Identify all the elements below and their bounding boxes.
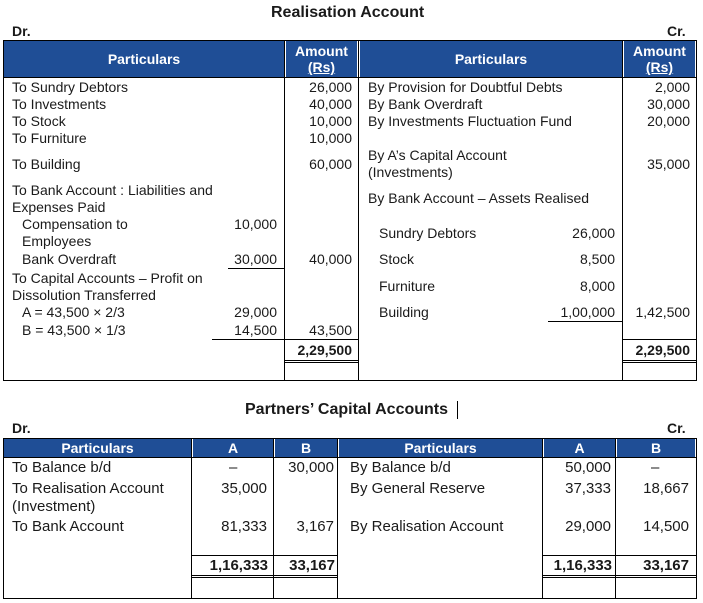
debit-sundry-debtors-amount: 26,000 — [309, 79, 352, 95]
cap-debit-bank-b: 3,167 — [296, 518, 334, 535]
cap-debit-bank-label: To Bank Account — [12, 518, 124, 535]
credit-provision-label: By Provision for Doubtful Debts — [368, 79, 563, 95]
debit-a-share-amount: 29,000 — [234, 304, 277, 320]
cap-credit-realisation-label: By Realisation Account — [350, 518, 504, 535]
realisation-header-particulars-dr: Particulars — [4, 41, 284, 77]
debit-total-line — [284, 360, 358, 361]
cap-debit-realisation-a: 35,000 — [221, 480, 267, 497]
cap-credit-total-b: 33,167 — [643, 557, 689, 574]
debit-overdraft-label: Bank Overdraft — [22, 251, 117, 267]
capital-header-a-dr: A — [193, 439, 273, 457]
cap-debit-balance-a: – — [229, 459, 238, 476]
debit-overdraft-amount: 30,000 — [234, 251, 277, 267]
realisation-divider — [284, 41, 285, 380]
debit-overdraft-underline — [228, 268, 284, 269]
cap-credit-total-a: 1,16,333 — [553, 557, 612, 574]
cap-debit-total-a: 1,16,333 — [209, 557, 268, 574]
credit-subtotal-line — [622, 339, 696, 340]
capital-header-a-cr: A — [544, 439, 615, 457]
realisation-header-amount-cr: Amount (Rs) — [624, 41, 695, 77]
credit-total-line — [622, 362, 696, 363]
credit-assets-total: 1,42,500 — [635, 304, 690, 320]
debit-furniture-amount: 10,000 — [309, 130, 352, 146]
debit-b-share-amount: 14,500 — [234, 322, 277, 338]
credit-asset-amount: 26,000 — [572, 225, 615, 241]
cap-debit-total-line — [191, 575, 338, 576]
credit-asset-label: Stock — [379, 251, 415, 267]
credit-asset-label: Furniture — [379, 278, 436, 294]
cap-debit-realisation-label-2: (Investment) — [12, 498, 96, 515]
cap-credit-total-line — [542, 577, 697, 578]
credit-asset-label: Building — [379, 304, 429, 320]
credit-assets-label: By Bank Account – Assets Realised — [368, 190, 590, 206]
realisation-divider — [622, 41, 623, 380]
debit-a-share-label: A = 43,500 × 2/3 — [22, 304, 125, 320]
credit-asset-amount: 1,00,000 — [560, 304, 615, 320]
debit-total-line — [284, 362, 358, 363]
capital-header-b-dr: B — [275, 439, 337, 457]
debit-bank-label-2: Expenses Paid — [12, 199, 106, 215]
cap-debit-realisation-label: To Realisation Account — [12, 480, 164, 497]
cap-debit-total-line — [191, 577, 338, 578]
debit-investments-label: To Investments — [12, 96, 107, 112]
cap-debit-total-top — [191, 555, 338, 556]
realisation-title: Realisation Account — [271, 4, 425, 21]
realisation-divider — [358, 41, 359, 380]
cap-debit-total-b: 33,167 — [289, 557, 335, 574]
capital-header-particulars-dr: Particulars — [4, 439, 191, 457]
cap-credit-total-line — [542, 575, 697, 576]
debit-capital-label-2: Dissolution Transferred — [12, 287, 156, 303]
cap-credit-realisation-b: 14,500 — [643, 518, 689, 535]
debit-compensation-amount: 10,000 — [234, 216, 277, 232]
debit-furniture-label: To Furniture — [12, 130, 87, 146]
credit-fluctuation-amount: 20,000 — [647, 113, 690, 129]
debit-bank-total: 40,000 — [309, 251, 352, 267]
cap-credit-reserve-label: By General Reserve — [350, 480, 486, 497]
cap-credit-balance-label: By Balance b/d — [350, 459, 451, 476]
capital-header-particulars-cr: Particulars — [339, 439, 542, 457]
credit-grand-total: 2,29,500 — [635, 342, 690, 358]
realisation-cr-label: Cr. — [667, 23, 686, 39]
realisation-header-line — [3, 77, 697, 78]
debit-capital-label: To Capital Accounts – Profit on — [12, 270, 203, 286]
realisation-dr-label: Dr. — [12, 23, 31, 39]
credit-asset-amount: 8,500 — [579, 251, 615, 267]
credit-provision-amount: 2,000 — [654, 79, 690, 95]
capital-cr-label: Cr. — [667, 420, 686, 436]
credit-asset-label: Sundry Debtors — [379, 225, 477, 241]
debit-subtotal-line — [212, 339, 358, 340]
cap-debit-balance-b: 30,000 — [288, 459, 334, 476]
cap-debit-balance-label: To Balance b/d — [12, 459, 112, 476]
realisation-header-particulars-cr: Particulars — [360, 41, 622, 77]
capital-title: Partners’ Capital Accounts — [245, 401, 449, 418]
debit-grand-total: 2,29,500 — [297, 342, 352, 358]
debit-stock-label: To Stock — [12, 113, 66, 129]
credit-asset-amount: 8,000 — [579, 278, 615, 294]
cap-debit-bank-a: 81,333 — [221, 518, 267, 535]
debit-bank-label: To Bank Account : Liabilities and — [12, 182, 213, 198]
text-cursor — [457, 401, 458, 419]
cap-credit-reserve-a: 37,333 — [565, 480, 611, 497]
capital-header-line — [3, 457, 697, 458]
cap-credit-balance-a: 50,000 — [565, 459, 611, 476]
credit-fluctuation-label: By Investments Fluctuation Fund — [368, 113, 572, 129]
credit-a-capital-label-2: (Investments) — [368, 164, 453, 180]
debit-compensation-label-2: Employees — [22, 233, 92, 249]
credit-a-capital-amount: 35,000 — [647, 156, 690, 172]
debit-investments-amount: 40,000 — [309, 96, 352, 112]
capital-header-b-cr: B — [617, 439, 695, 457]
credit-asset-underline — [548, 321, 622, 322]
debit-sundry-debtors-label: To Sundry Debtors — [12, 79, 128, 95]
debit-capital-total: 43,500 — [309, 322, 352, 338]
credit-total-line — [622, 360, 696, 361]
cap-credit-total-top — [542, 555, 697, 556]
debit-building-label: To Building — [12, 156, 81, 172]
credit-overdraft-label: By Bank Overdraft — [368, 96, 483, 112]
debit-compensation-label: Compensation to — [22, 216, 128, 232]
cap-credit-reserve-b: 18,667 — [643, 480, 689, 497]
debit-stock-amount: 10,000 — [309, 113, 352, 129]
credit-overdraft-amount: 30,000 — [647, 96, 690, 112]
credit-a-capital-label: By A’s Capital Account — [368, 147, 507, 163]
realisation-header-amount-dr: Amount (Rs) — [286, 41, 357, 77]
capital-dr-label: Dr. — [12, 420, 31, 436]
debit-building-amount: 60,000 — [309, 156, 352, 172]
debit-b-share-label: B = 43,500 × 1/3 — [22, 322, 126, 338]
cap-credit-balance-b: – — [651, 459, 660, 476]
cap-credit-realisation-a: 29,000 — [565, 518, 611, 535]
